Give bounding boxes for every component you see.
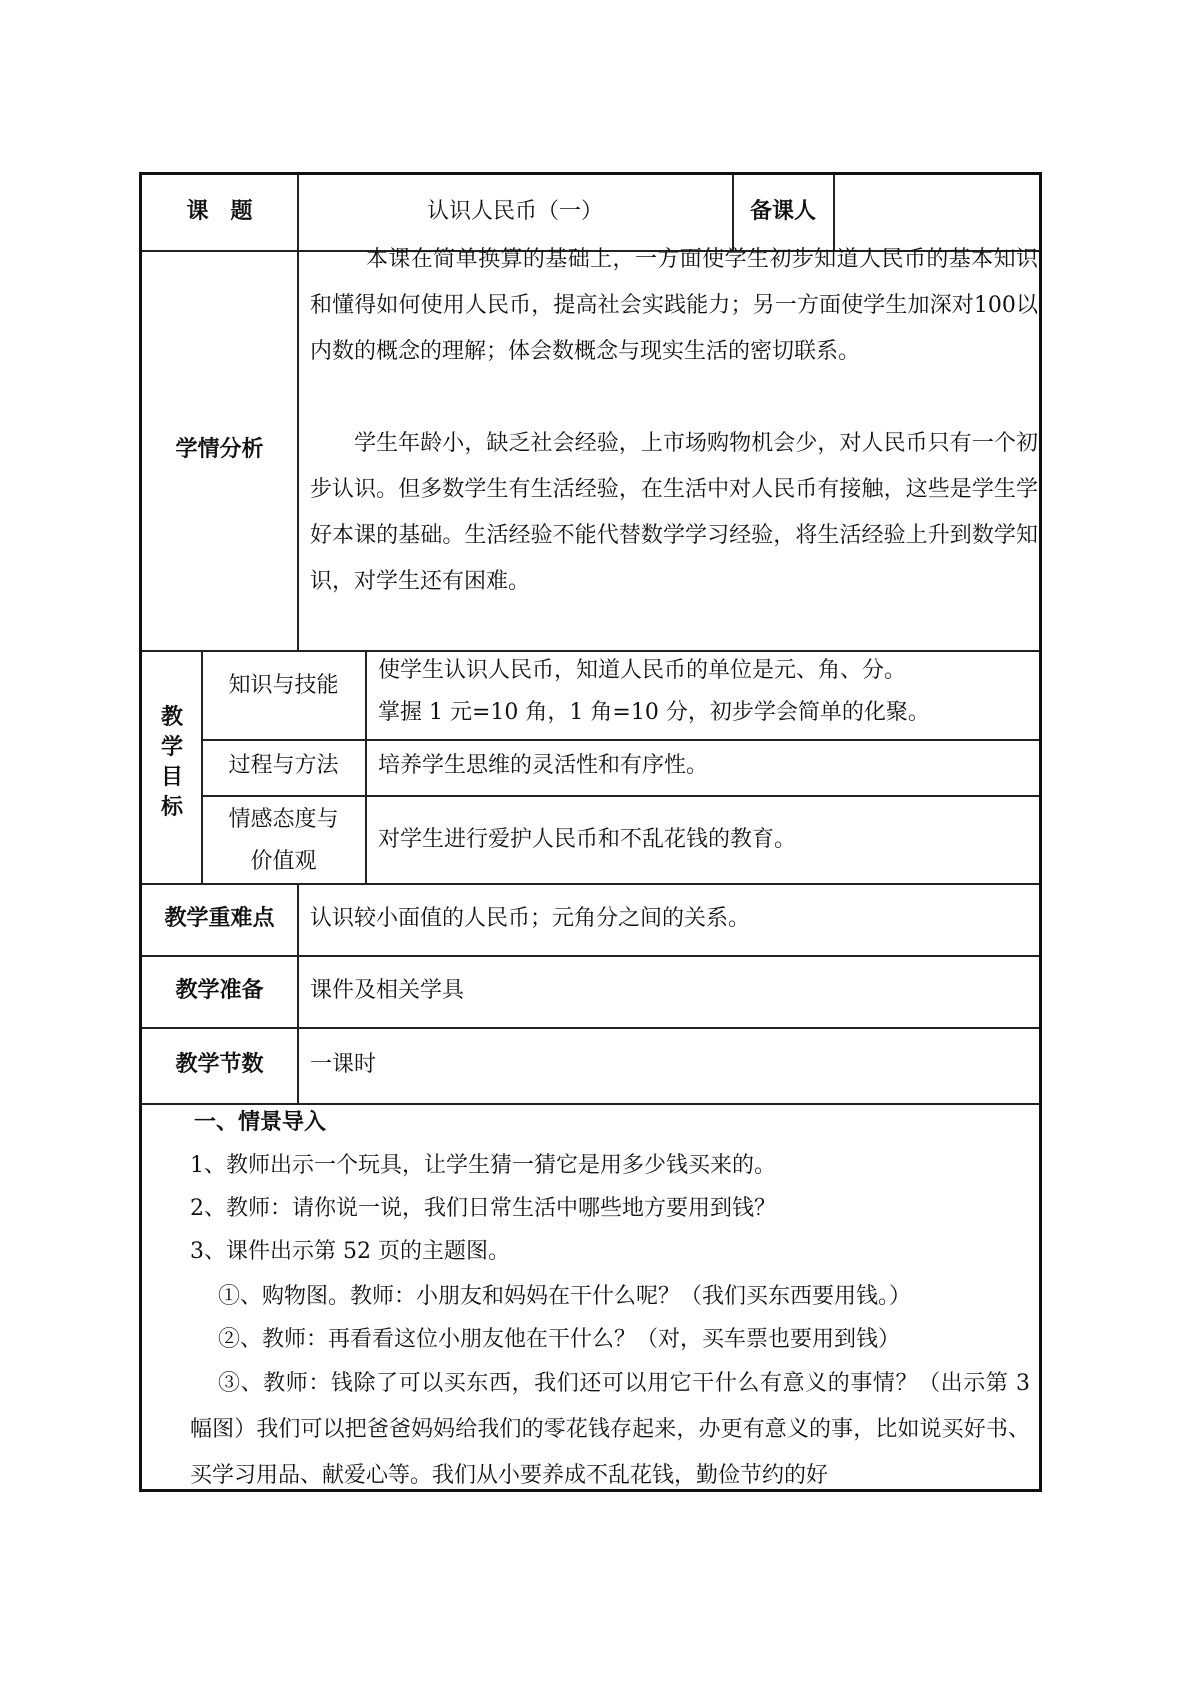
topic-label: 课 题 <box>186 199 253 224</box>
row-divider-preparation <box>142 1027 1039 1029</box>
row-divider-objectives <box>142 883 1039 885</box>
preparation-value: 课件及相关学具 <box>310 978 465 1003</box>
row-divider-keypoints <box>142 955 1039 957</box>
process-section-title: 一、情景导入 <box>194 1110 327 1135</box>
process-value: 培养学生思维的灵活性和有序性。 <box>378 753 709 778</box>
row-divider-process <box>201 795 1039 797</box>
col-divider-label-bottom <box>297 883 299 1103</box>
lesson-table <box>139 172 1042 1492</box>
process-label: 过程与方法 <box>228 753 339 778</box>
preparation-label: 教学准备 <box>175 978 264 1003</box>
process-item-1: 1、教师出示一个玩具，让学生猜一猜它是用多少钱买来的。 <box>190 1153 776 1178</box>
periods-value: 一课时 <box>310 1052 377 1077</box>
col-divider-objectives-sub <box>365 650 367 883</box>
analysis-label: 学情分析 <box>175 437 264 462</box>
keypoints-value: 认识较小面值的人民币；元角分之间的关系。 <box>310 906 751 931</box>
knowledge-line-1: 使学生认识人民币，知道人民币的单位是元、角、分。 <box>378 658 907 683</box>
row-divider-analysis <box>142 650 1039 652</box>
knowledge-label: 知识与技能 <box>228 673 339 698</box>
emotion-label-line-1: 情感态度与 <box>228 807 339 832</box>
emotion-label-line-2: 价值观 <box>250 849 317 874</box>
process-sub-2: ②、教师：再看看这位小朋友他在干什么？（对，买车票也要用到钱） <box>218 1327 901 1352</box>
col-divider-label-top <box>297 175 299 650</box>
topic-value: 认识人民币（一） <box>426 199 603 224</box>
analysis-paragraph-1: 本课在简单换算的基础上，一方面使学生初步知道人民币的基本知识和懂得如何使用人民币，提高社会实践能力；另一方面使学生加深对100以内数的概念的理解；体会数概念与现实生活的密切联系。 <box>310 247 1038 364</box>
process-sub-1: ①、购物图。教师：小朋友和妈妈在干什么呢？（我们买东西要用钱。） <box>218 1284 912 1309</box>
analysis-paragraph-2: 学生年龄小，缺乏社会经验，上市场购物机会少，对人民币只有一个初步认识。但多数学生有生活经验，在生活中对人民币有接触，这些是学生学好本课的基础。生活经验不能代替数学学习经验，将生活经验上升到数学知识，对学生还有困难。 <box>310 431 1038 594</box>
process-item-2: 2、教师：请你说一说，我们日常生活中哪些地方要用到钱？ <box>190 1196 776 1221</box>
objectives-label: 教学目标 <box>160 705 183 820</box>
row-divider-knowledge <box>201 739 1039 741</box>
emotion-value: 对学生进行爱护人民币和不乱花钱的教育。 <box>378 827 797 852</box>
keypoints-label: 教学重难点 <box>164 906 275 931</box>
preparer-label: 备课人 <box>749 199 816 224</box>
knowledge-line-2: 掌握 1 元=10 角，1 角=10 分，初步学会简单的化聚。 <box>378 700 930 725</box>
row-divider-periods <box>142 1103 1039 1105</box>
process-sub-3: ③、教师：钱除了可以买东西，我们还可以用它干什么有意义的事情？（出示第 3 幅图）我们可以把爸爸妈妈给我们的零花钱存起来，办更有意义的事，比如说买好书、买学习用品、献爱心等。我们从小要养成不乱花钱，勤俭节约的好 <box>190 1371 1030 1488</box>
periods-label: 教学节数 <box>175 1052 264 1077</box>
process-item-3: 3、课件出示第 52 页的主题图。 <box>190 1239 510 1264</box>
